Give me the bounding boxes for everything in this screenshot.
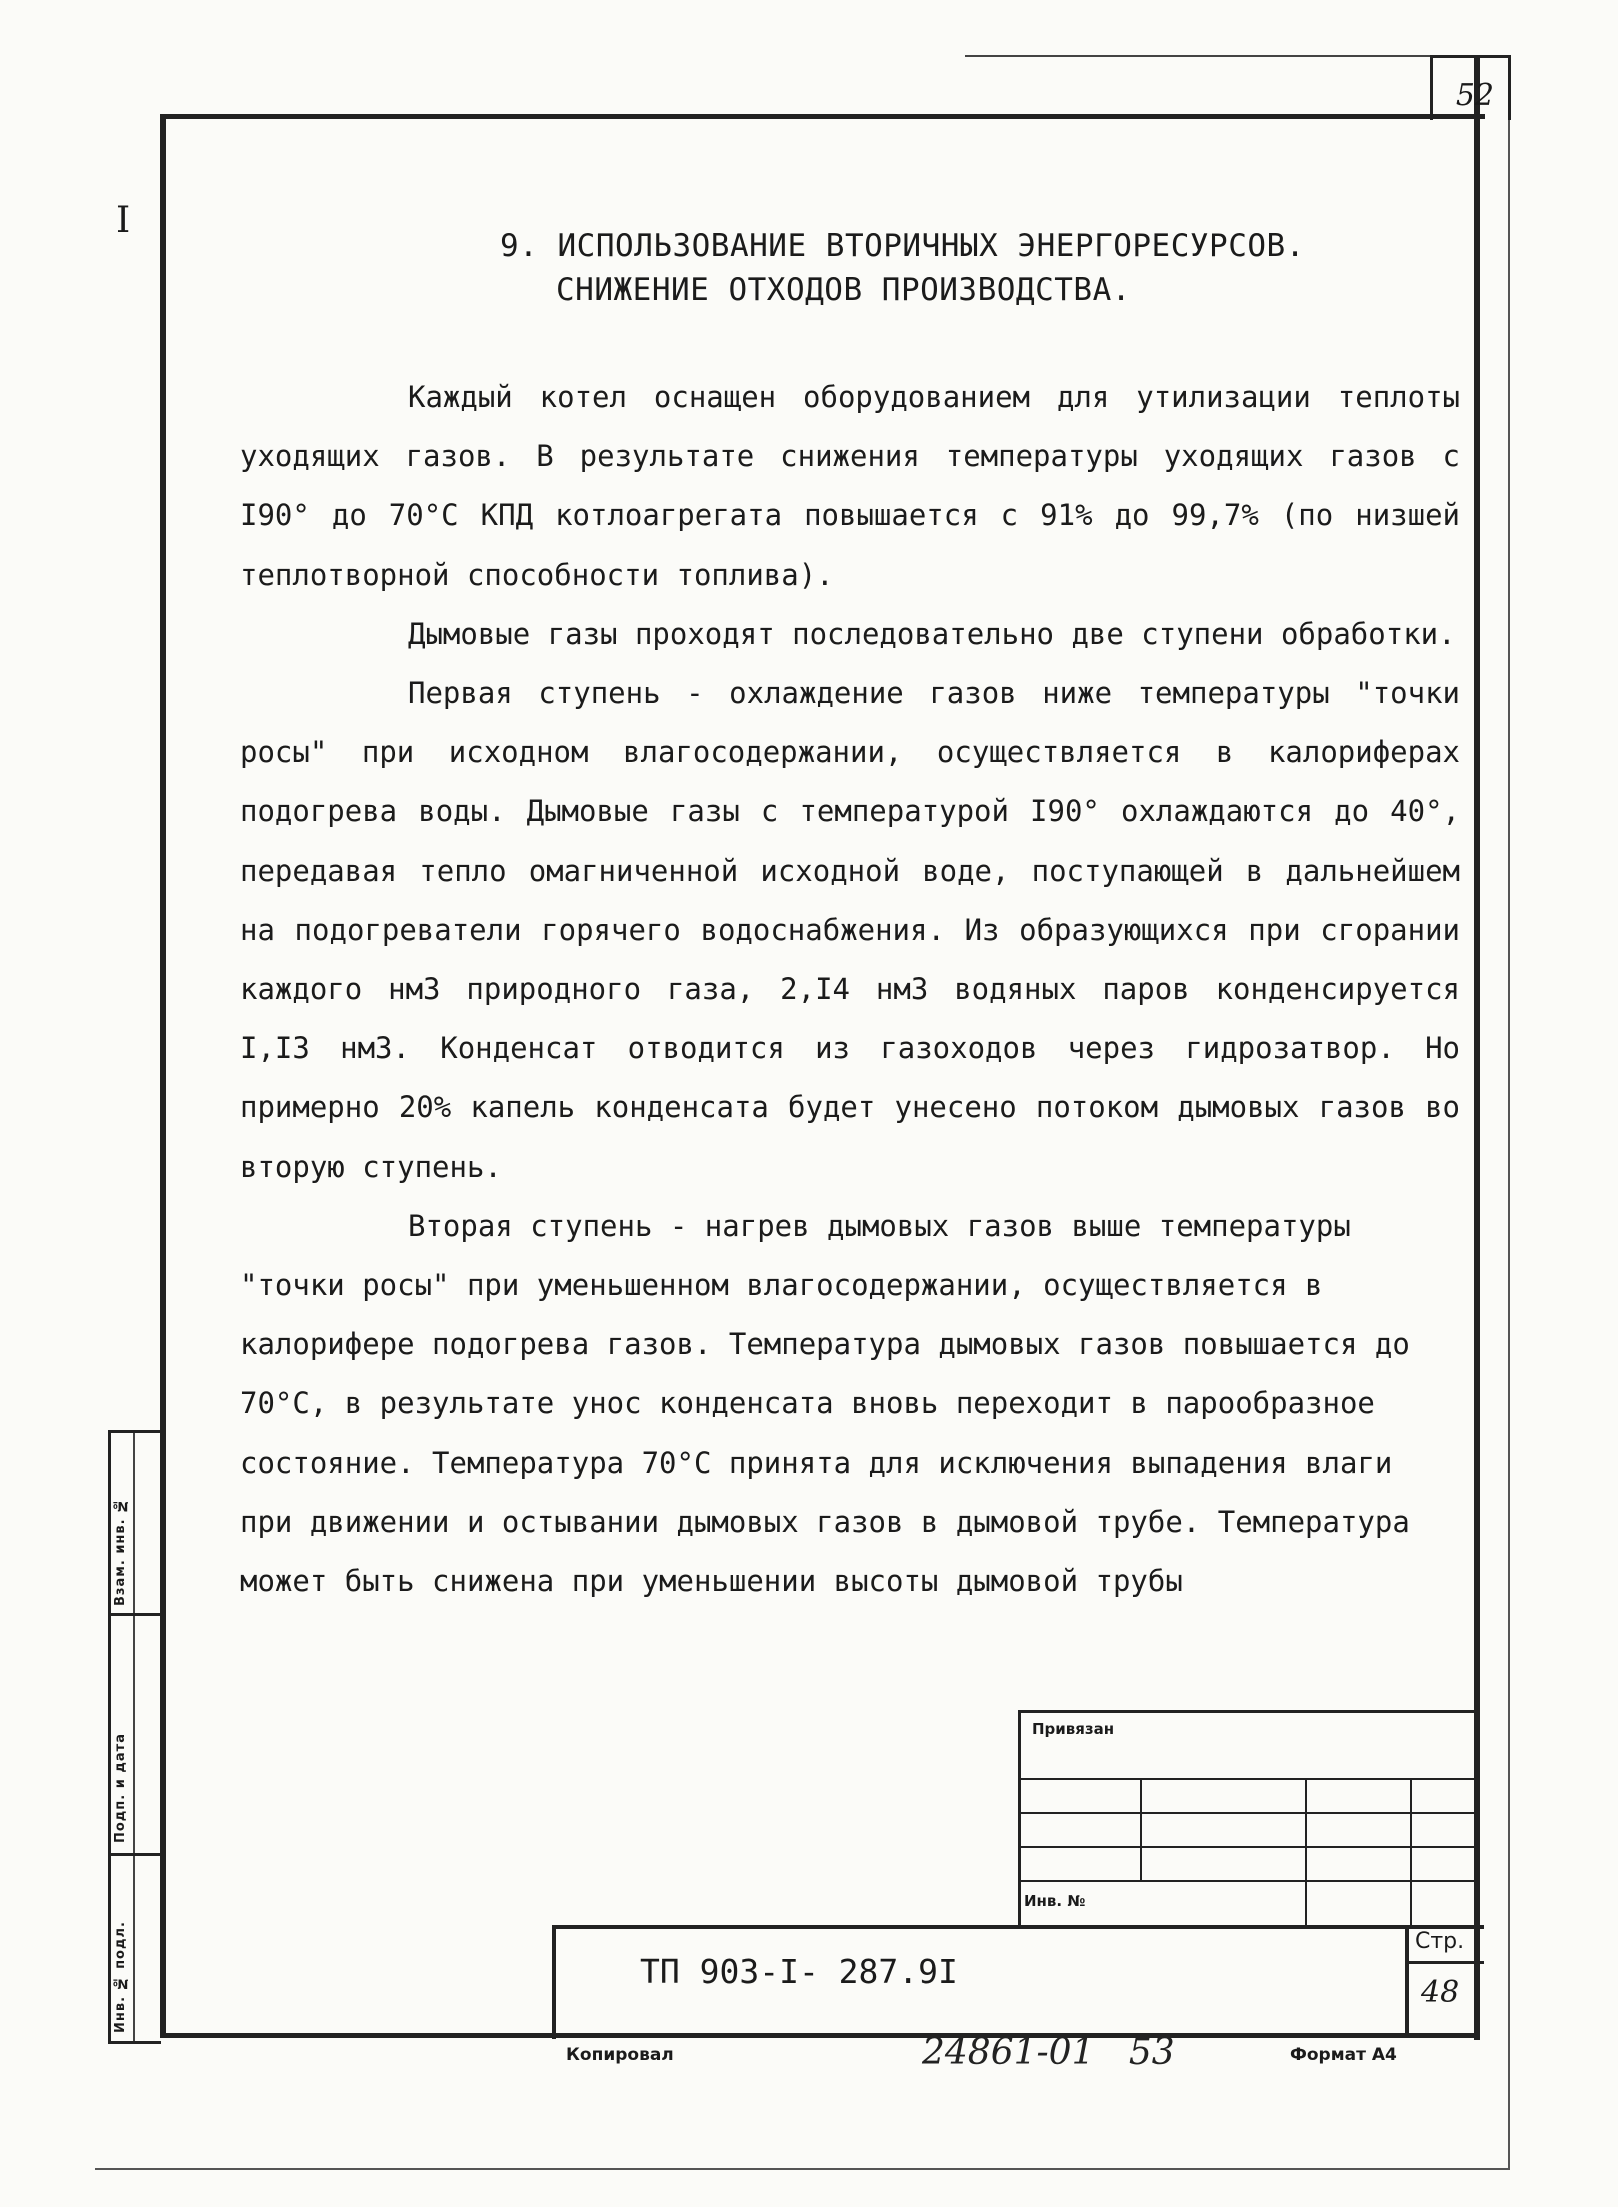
strip-divider-vertical bbox=[133, 1433, 135, 2041]
format-label: Формат А4 bbox=[1290, 2045, 1397, 2065]
strip-divider bbox=[111, 1613, 161, 1616]
page-cell-divider bbox=[1409, 1961, 1484, 1964]
strip-label-replacement: Взам. инв. № bbox=[113, 1496, 128, 1606]
inventory-label: Инв. № bbox=[1024, 1892, 1086, 1910]
stamp-strip bbox=[108, 1430, 161, 2044]
page-cell bbox=[1405, 1925, 1484, 2035]
page-cell-label: Стр. bbox=[1415, 1929, 1465, 1954]
sheet-number-box bbox=[1430, 55, 1511, 120]
frame-top-border bbox=[160, 114, 1485, 119]
body-text bbox=[240, 368, 1460, 1611]
title-block-col-line bbox=[1140, 1778, 1142, 1880]
paragraph: Вторая ступень - нагрев дымовых газов выше температуры "точки росы" при уменьшенном влагосодержании, осуществляется в калорифере подогрева газов. Температура дымовых газов повышается до 70°С, в результате унос конденсата вновь переходит в парообразное состояние. Температура 70°С принята для исключения выпадения влаги при движении и остывании дымовых газов в дымовой трубе. Температура может быть снижена при уменьшении высоты дымовой трубы bbox=[240, 1208, 1410, 1599]
title-block-col-line bbox=[1305, 1778, 1307, 1925]
copied-by-label: Копировал bbox=[566, 2045, 674, 2065]
frame-right-border bbox=[1474, 55, 1480, 2040]
paragraph: Первая ступень - охлаждение газов ниже температуры "точки росы" при исходном влагосодержании, осуществляется в калориферах подогрева воды. Дымовые газы с температурой I90° охлаждаются до 40°, передавая тепло омагниченной исходной воде, поступающей в дальнейшем на подогреватели горячего водоснабжения. Из образующихся при сгорании каждого нм3 природного газа, 2,I4 нм3 водяных паров конденсируется I,I3 нм3. Конденсат отводится из газоходов через гидрозатвор. Но примерно 20% капель конденсата будет унесено потоком дымовых газов во вторую ступень. bbox=[240, 676, 1460, 1184]
top-edge-line bbox=[965, 55, 1505, 57]
strip-label-inventory: Инв. № подл. bbox=[113, 1921, 128, 2033]
paragraph: Дымовые газы проходят последовательно две ступени обработки. bbox=[408, 616, 1456, 651]
strip-label-signature: Подп. и дата bbox=[113, 1733, 128, 1843]
sheet-number: 52 bbox=[1455, 78, 1494, 113]
title-block-col-line bbox=[1410, 1778, 1412, 1925]
section-heading-line1: 9. ИСПОЛЬЗОВАНИЕ ВТОРИЧНЫХ ЭНЕРГОРЕСУРСОВ. bbox=[500, 228, 1305, 264]
margin-mark: I bbox=[116, 200, 131, 241]
title-block-left-border bbox=[1018, 1710, 1021, 1925]
page-cell-number: 48 bbox=[1421, 1975, 1460, 2010]
archive-code: 24861-01 53 bbox=[922, 2032, 1175, 2073]
paragraph: Каждый котел оснащен оборудованием для утилизации теплоты уходящих газов. В результате снижения температуры уходящих газов с I90° до 70°С КПД котлоагрегата повышается с 91% до 99,7% (по низшей теплотворной способности топлива). bbox=[240, 380, 1460, 592]
page-edge-bottom bbox=[95, 2168, 1510, 2170]
title-block-top-border bbox=[1018, 1710, 1480, 1713]
applied-label: Привязан bbox=[1032, 1720, 1115, 1738]
strip-divider bbox=[111, 1853, 161, 1856]
page-edge-right bbox=[1508, 120, 1510, 2170]
section-heading-line2: СНИЖЕНИЕ ОТХОДОВ ПРОИЗВОДСТВА. bbox=[556, 272, 1131, 308]
document-code: ТП 903-I- 287.9I bbox=[640, 1952, 958, 1991]
